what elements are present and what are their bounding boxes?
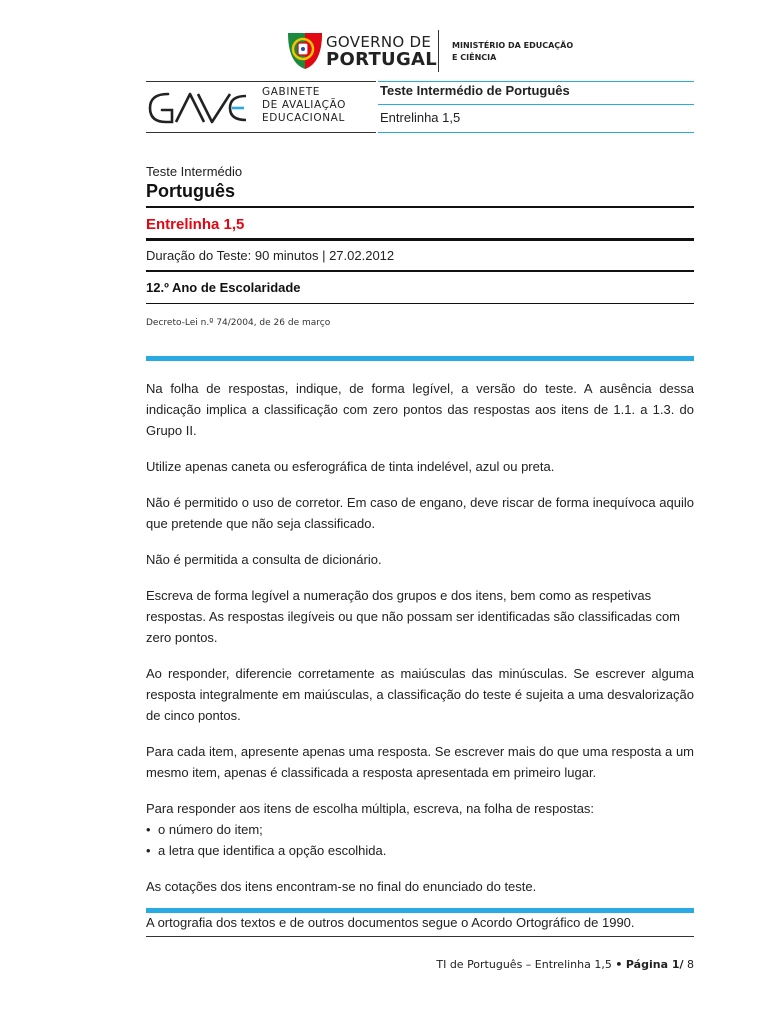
gov-divider [438, 30, 439, 72]
gave-bottom-rule [146, 132, 376, 133]
bullet-icon: • [146, 843, 151, 858]
instruction-paragraph: Para responder aos itens de escolha múltipla, escreva, na folha de respostas: [146, 801, 595, 816]
instruction-paragraph: Escreva de forma legível a numeração dos grupos e dos itens, bem como as respetivas respostas. As respostas ilegíveis ou que não possam ser identificadas são classificadas com zero pontos. [146, 588, 680, 645]
ministry-line2: E CIÊNCIA [452, 53, 497, 62]
instruction-paragraph: Na folha de respostas, indique, de forma legível, a versão do teste. A ausência dessa indicação implica a classificação com zero pontos das respostas aos itens de 1.1. a 1.3. do Grupo II. [146, 381, 694, 438]
decree-reference: Decreto-Lei n.º 74/2004, de 26 de março [146, 318, 331, 328]
list-item-text: a letra que identifica a opção escolhida. [158, 843, 387, 858]
gave-line2: DE AVALIAÇÃO [262, 99, 347, 111]
variant-label: Entrelinha 1,5 [146, 216, 245, 233]
gov-name-line1: GOVERNO DE [326, 33, 432, 51]
title-rule-4 [146, 303, 694, 304]
title-rule-3 [146, 270, 694, 272]
portugal-coat-of-arms-icon [284, 27, 326, 71]
footer-rule [146, 936, 694, 937]
blue-divider-top [146, 356, 694, 361]
gave-top-rule [146, 81, 376, 82]
list-item [146, 819, 694, 840]
instruction-paragraph: Para cada item, apresente apenas uma resposta. Se escrever mais do que uma resposta a um mesmo item, apenas é classificada a resposta apresentada em primeiro lugar. [146, 744, 694, 780]
header-subtitle: Entrelinha 1,5 [380, 110, 461, 125]
title-rule-2 [146, 238, 694, 241]
footer-page-total: 8 [687, 958, 694, 971]
blue-divider-bottom [146, 908, 694, 913]
title-rule-1 [146, 206, 694, 208]
instruction-paragraph: Utilize apenas caneta ou esferográfica de tinta indelével, azul ou preta. [146, 459, 555, 474]
instruction-paragraph: As cotações dos itens encontram-se no final do enunciado do teste. [146, 879, 537, 894]
gave-logo [146, 88, 250, 128]
school-grade: 12.º Ano de Escolaridade [146, 280, 301, 295]
instruction-paragraph: A ortografia dos textos e de outros documentos segue o Acordo Ortográfico de 1990. [146, 915, 635, 930]
gave-name [262, 86, 346, 125]
page-footer [436, 958, 694, 971]
ministry-name [452, 40, 573, 64]
gave-line1: GABINETE [262, 86, 320, 98]
list-item [146, 840, 694, 861]
instruction-paragraph: Ao responder, diferencie corretamente as maiúsculas das minúsculas. Se escrever alguma resposta integralmente em maiúsculas, a classificação do teste é sujeita a uma desvalorização de cinco pontos. [146, 666, 694, 723]
header-rule-top [378, 81, 694, 82]
header-rule-middle [378, 104, 694, 105]
header-rule-bottom [378, 132, 694, 133]
multiple-choice-list [146, 819, 694, 861]
gave-line3: EDUCACIONAL [262, 112, 345, 124]
instructions [146, 378, 694, 948]
footer-page-label: Página 1/ [625, 958, 684, 971]
header-title: Teste Intermédio de Português [380, 83, 570, 98]
list-item-text: o número do item; [158, 822, 263, 837]
test-kicker: Teste Intermédio [146, 164, 243, 179]
footer-doc-name: TI de Português – Entrelinha 1,5 [436, 958, 612, 971]
page-title: Português [146, 181, 236, 201]
instruction-paragraph: Não é permitido o uso de corretor. Em caso de engano, deve riscar de forma inequívoca aquilo que pretende que não seja classificado. [146, 495, 694, 531]
gov-name-line2: PORTUGAL [326, 49, 438, 70]
footer-separator: • [615, 958, 623, 971]
instruction-paragraph: Não é permitida a consulta de dicionário. [146, 552, 382, 567]
ministry-line1: MINISTÉRIO DA EDUCAÇÃO [452, 41, 574, 50]
test-duration: Duração do Teste: 90 minutos | 27.02.2012 [146, 248, 395, 263]
bullet-icon: • [146, 822, 151, 837]
